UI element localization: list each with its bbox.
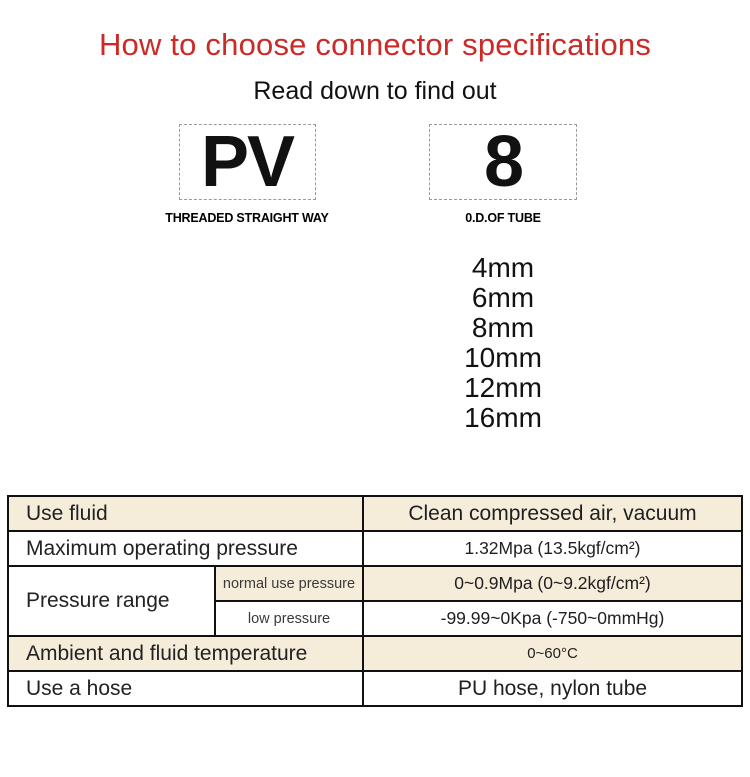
spec-table [7, 495, 743, 707]
spec-sublabel-normal-pressure: normal use pressure [215, 566, 363, 601]
spec-label-use-fluid: Use fluid [8, 496, 363, 531]
series-code-box [179, 124, 316, 200]
spec-value-temperature: 0~60°C [363, 636, 742, 671]
tube-size-box [429, 124, 577, 200]
series-code-caption: THREADED STRAIGHT WAY [165, 211, 329, 225]
tube-size-option: 6mm [471, 282, 535, 313]
spec-label-max-pressure: Maximum operating pressure [8, 531, 363, 566]
spec-label-hose: Use a hose [8, 671, 363, 706]
tube-size-option: 4mm [471, 252, 535, 283]
table-row [8, 531, 742, 566]
series-code-text: PV [200, 122, 294, 202]
spec-value-normal-pressure: 0~0.9Mpa (0~9.2kgf/cm²) [363, 566, 742, 601]
tube-size-option: 8mm [471, 312, 535, 343]
tube-size-option: 16mm [464, 402, 542, 433]
tube-size-text: 8 [483, 122, 523, 202]
table-row [8, 566, 742, 601]
table-row [8, 636, 742, 671]
model-code-diagram [0, 124, 750, 433]
connector-spec-infographic [0, 27, 750, 707]
page-title: How to choose connector specifications [98, 27, 652, 62]
spec-value-hose: PU hose, nylon tube [363, 671, 742, 706]
page-subtitle: Read down to find out [253, 77, 497, 105]
tube-size-caption: 0.D.OF TUBE [465, 211, 541, 225]
table-row [8, 496, 742, 531]
spec-value-max-pressure: 1.32Mpa (13.5kgf/cm²) [363, 531, 742, 566]
spec-value-low-pressure: -99.99~0Kpa (-750~0mmHg) [363, 601, 742, 636]
table-row [8, 671, 742, 706]
spec-label-pressure-range: Pressure range [8, 566, 215, 636]
tube-size-option: 12mm [464, 372, 542, 403]
spec-sublabel-low-pressure: low pressure [215, 601, 363, 636]
tube-size-list [464, 253, 542, 433]
tube-size-column [413, 124, 593, 433]
series-code-column [157, 124, 337, 225]
spec-label-temperature: Ambient and fluid temperature [8, 636, 363, 671]
tube-size-option: 10mm [464, 342, 542, 373]
spec-value-use-fluid: Clean compressed air, vacuum [363, 496, 742, 531]
